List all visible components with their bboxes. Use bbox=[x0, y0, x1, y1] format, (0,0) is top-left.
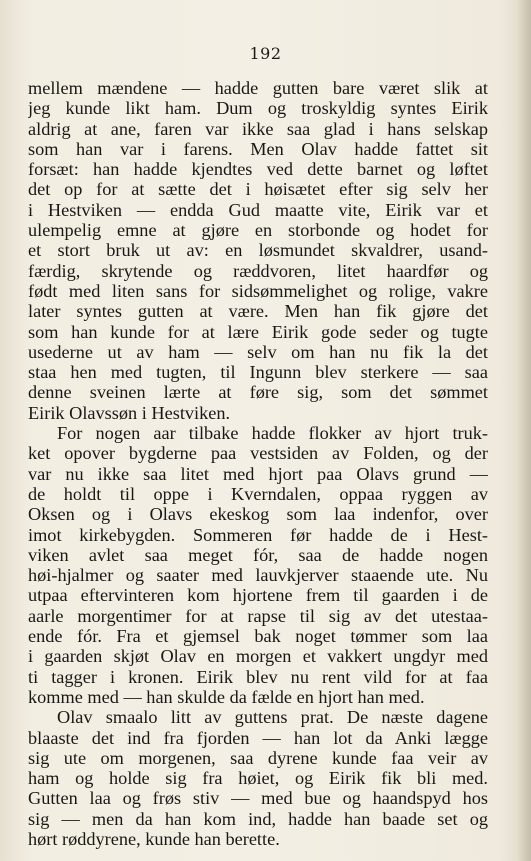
text-line: Gutten laa og frøs stiv — med bue og haandspyd hos bbox=[28, 788, 488, 809]
text-line: ulempelig emne at gjøre en storbonde og hodet for bbox=[28, 220, 488, 241]
text-line: som han var i farens. Men Olav hadde fattet sit bbox=[28, 138, 488, 159]
text-line: som han kunde for at lære Eirik gode seder og tugte bbox=[28, 321, 488, 342]
text-line: staa hen med tugten, til Ingunn blev sterkere — saa bbox=[28, 362, 488, 383]
paragraph bbox=[28, 423, 488, 707]
text-line: høi-hjalmer og saater med lauvkjerver staaende ute. Nu bbox=[28, 565, 488, 586]
text-line: ket opover bygderne paa vestsiden av Folden, og der bbox=[28, 443, 488, 464]
text-line: aarle morgentimer for at rapse til sig av det utestaa- bbox=[28, 605, 488, 626]
text-line: forsæt: han hadde kjendtes ved dette barnet og løftet bbox=[28, 159, 488, 180]
text-line: hørt røddyrene, kunde han berette. bbox=[28, 828, 280, 849]
text-line: denne sveinen lærte at føre sig, som det sømmet bbox=[28, 382, 488, 403]
text-line: komme med — han skulde da fælde en hjort han med. bbox=[28, 686, 425, 707]
text-line: Oksen og i Olavs ekeskog som laa indenfor, over bbox=[28, 504, 488, 525]
text-line: Eirik Olavssøn i Hestviken. bbox=[28, 402, 231, 423]
text-line: de holdt til oppe i Kverndalen, oppaa ryggen av bbox=[28, 483, 488, 504]
text-line: ti tagger i kronen. Eirik blev nu rent vild for at faa bbox=[28, 666, 488, 687]
text-line: sig — men da han kom ind, hadde han baade set og bbox=[28, 808, 488, 829]
text-line: later syntes gutten at være. Men han fik gjøre det bbox=[28, 301, 488, 322]
text-line: utpaa eftervinteren kom hjortene frem til gaarden i de bbox=[28, 585, 488, 606]
text-line: sig ute om morgenen, saa dyrene kunde faa veir av bbox=[28, 747, 488, 768]
text-line: For nogen aar tilbake hadde flokker av hjort truk- bbox=[57, 423, 488, 444]
paragraph bbox=[28, 707, 488, 849]
text-line: ham og holde sig fra høiet, og Eirik fik bli med. bbox=[28, 768, 488, 789]
page-edge-shadow bbox=[517, 0, 531, 861]
text-line: i Hestviken — endda Gud maatte vite, Eirik var et bbox=[28, 199, 488, 220]
body-text bbox=[28, 78, 488, 849]
text-line: i gaarden skjøt Olav en morgen et vakkert ungdyr med bbox=[28, 646, 488, 667]
text-line: blaaste det ind fra fjorden — han lot da Anki lægge bbox=[28, 727, 488, 748]
text-line: et stort bruk ut av: en løsmundet skvaldrer, usand- bbox=[28, 240, 488, 261]
text-line: Olav smaalo litt av guttens prat. De næste dagene bbox=[57, 707, 488, 728]
text-line: usederne ut av ham — selv om han nu fik la det bbox=[28, 341, 488, 362]
text-line: færdig, skrytende og ræddvoren, litet haardfør og bbox=[28, 260, 488, 281]
text-line: imot kirkebygden. Sommeren før hadde de i Hest- bbox=[28, 524, 488, 545]
text-line: viken avlet saa meget fór, saa de hadde nogen bbox=[28, 544, 488, 565]
page-number: 192 bbox=[249, 44, 282, 63]
text-line: jeg kunde likt ham. Dum og troskyldig syntes Eirik bbox=[28, 98, 488, 119]
paragraph bbox=[28, 78, 488, 423]
text-line: ende fór. Fra et gjemsel bak noget tømmer som laa bbox=[28, 626, 488, 647]
text-line: det op for at sætte det i høisætet efter sig selv her bbox=[28, 179, 488, 200]
text-line: var nu ikke saa litet med hjort paa Olavs grund — bbox=[28, 463, 488, 484]
text-line: født med liten sans for sidsømmelighet og rolige, vakre bbox=[28, 280, 488, 301]
text-line: mellem mændene — hadde gutten bare været slik at bbox=[28, 78, 488, 98]
text-line: aldrig at ane, faren var ikke saa glad i hans selskap bbox=[28, 118, 488, 139]
